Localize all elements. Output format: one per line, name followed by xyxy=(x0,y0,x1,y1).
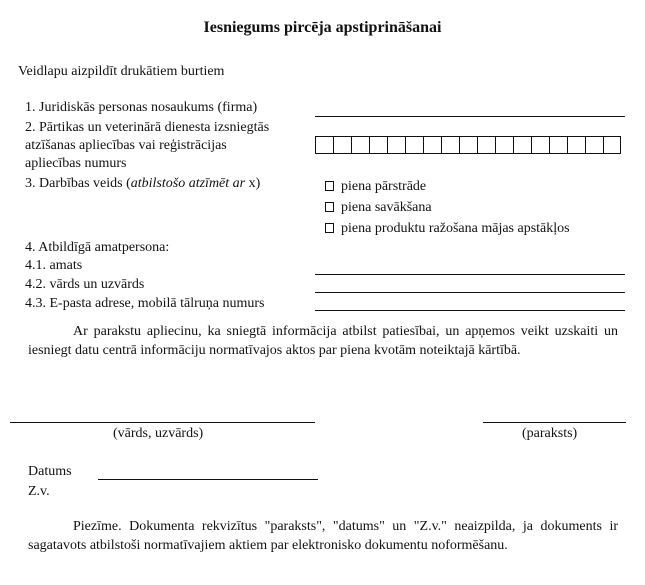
note-paragraph xyxy=(28,517,618,555)
option-milk-processing[interactable] xyxy=(325,179,426,195)
field-label-company-name: 1. Juridiskās personas nosaukums (firma) xyxy=(25,100,258,115)
instruction-text: Veidlapu aizpildīt drukātiem burtiem xyxy=(18,64,225,79)
certificate-cell[interactable] xyxy=(585,136,603,154)
position-input-line[interactable] xyxy=(315,274,625,275)
declaration-paragraph xyxy=(28,322,618,360)
date-label: Datums xyxy=(28,464,72,479)
certificate-cell[interactable] xyxy=(387,136,405,154)
option-milk-collection[interactable] xyxy=(325,200,432,216)
field-label-full-name: 4.2. vārds un uzvārds xyxy=(25,277,145,292)
field-label-position: 4.1. amats xyxy=(25,258,83,273)
certificate-cell[interactable] xyxy=(549,136,567,154)
certificate-cell[interactable] xyxy=(513,136,531,154)
field-label-certificate-l2: atzīšanas apliecības vai reģistrācijas xyxy=(25,138,227,153)
field-label-responsible-person: 4. Atbildīgā amatpersona: xyxy=(25,240,170,255)
name-caption: (vārds, uzvārds) xyxy=(113,426,204,441)
activity-label-prefix: 3. Darbības veids ( xyxy=(25,176,131,191)
company-name-input-line[interactable] xyxy=(315,116,625,117)
field-label-contacts: 4.3. E-pasta adrese, mobilā tālruņa numurs xyxy=(25,296,265,311)
certificate-cell[interactable] xyxy=(441,136,459,154)
full-name-input-line[interactable] xyxy=(315,292,625,293)
option-home-production[interactable] xyxy=(325,221,570,237)
certificate-cell[interactable] xyxy=(369,136,387,154)
certificate-cell[interactable] xyxy=(531,136,549,154)
certificate-number-cells[interactable] xyxy=(315,136,621,154)
certificate-cell[interactable] xyxy=(495,136,513,154)
declaration-text: Ar parakstu apliecinu, ka sniegtā informācija atbilst patiesībai, un apņemos veikt uzskaiti un iesniegt datu centrā informāciju normatīvajos aktos par piena kvotām noteiktajā kārtībā. xyxy=(28,324,618,358)
note-text: Piezīme. Dokumenta rekvizītus "paraksts", "datums" un "Z.v." neaizpilda, ja dokuments ir sagatavots atbilstoši normatīvajiem aktiem par elektronisko dokumentu noformēšanu. xyxy=(28,519,618,553)
certificate-cell[interactable] xyxy=(423,136,441,154)
option-label: piena pārstrāde xyxy=(341,179,427,194)
certificate-cell[interactable] xyxy=(351,136,369,154)
stamp-label: Z.v. xyxy=(28,484,50,499)
name-signature-line[interactable] xyxy=(10,422,315,423)
option-label: piena produktu ražošana mājas apstākļos xyxy=(341,221,570,236)
signature-caption: (paraksts) xyxy=(522,426,578,441)
field-label-certificate-l1: 2. Pārtikas un veterinārā dienesta izsniegtās xyxy=(25,120,270,135)
activity-label-suffix: x) xyxy=(245,176,261,191)
certificate-cell[interactable] xyxy=(333,136,351,154)
date-input-line[interactable] xyxy=(98,479,318,480)
certificate-cell[interactable] xyxy=(567,136,585,154)
certificate-cell[interactable] xyxy=(603,136,621,154)
certificate-cell[interactable] xyxy=(477,136,495,154)
checkbox-icon[interactable] xyxy=(325,202,334,212)
certificate-cell[interactable] xyxy=(405,136,423,154)
contacts-input-line[interactable] xyxy=(315,310,625,311)
field-label-activity-type xyxy=(25,176,260,192)
document-title: Iesniegums pircēja apstiprināšanai xyxy=(203,19,442,36)
activity-label-italic: atbilstošo atzīmēt ar xyxy=(130,176,246,191)
checkbox-icon[interactable] xyxy=(325,181,334,191)
checkbox-icon[interactable] xyxy=(325,223,334,233)
option-label: piena savākšana xyxy=(341,200,432,215)
field-label-certificate-l3: apliecības numurs xyxy=(25,156,127,171)
certificate-cell[interactable] xyxy=(315,136,333,154)
signature-line[interactable] xyxy=(483,422,626,423)
certificate-cell[interactable] xyxy=(459,136,477,154)
